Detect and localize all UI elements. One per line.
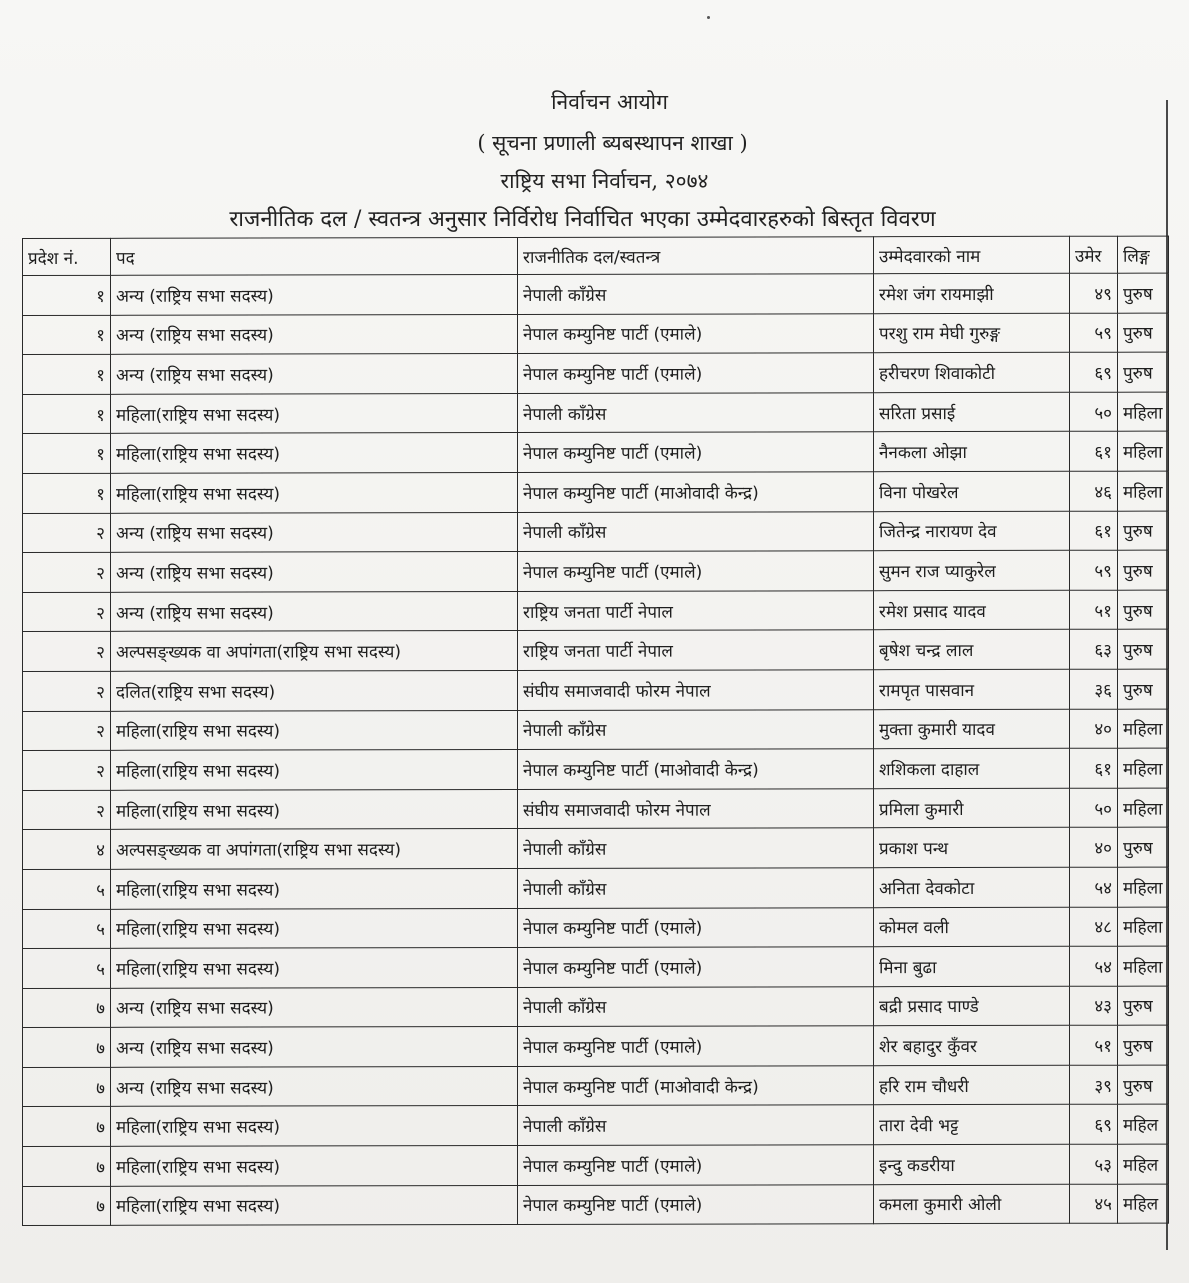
candidate-name-cell: शेर बहादुर कुँवर bbox=[874, 1026, 1070, 1066]
party-cell: नेपाली काँग्रेस bbox=[518, 1105, 874, 1145]
column-header-province: प्रदेश नं. bbox=[23, 238, 111, 275]
age-cell: ३६ bbox=[1070, 669, 1118, 709]
party-cell: नेपाल कम्युनिष्ट पार्टी (एमाले) bbox=[518, 907, 874, 947]
gender-cell: पुरुष bbox=[1118, 827, 1169, 867]
province-cell: २ bbox=[23, 552, 111, 592]
party-cell: नेपाल कम्युनिष्ट पार्टी (एमाले) bbox=[518, 313, 874, 353]
age-cell: ५१ bbox=[1070, 1025, 1118, 1065]
table-row bbox=[23, 352, 1169, 394]
post-cell: महिला(राष्ट्रिय सभा सदस्य) bbox=[111, 868, 518, 908]
province-cell: १ bbox=[23, 473, 111, 513]
province-cell: २ bbox=[23, 711, 111, 751]
party-cell: नेपाली काँग्रेस bbox=[518, 392, 874, 432]
post-cell: अन्य (राष्ट्रिय सभा सदस्य) bbox=[111, 987, 518, 1027]
post-cell: अन्य (राष्ट्रिय सभा सदस्य) bbox=[111, 512, 518, 552]
party-cell: नेपाली काँग्रेस bbox=[518, 868, 874, 908]
age-cell: ५४ bbox=[1070, 946, 1118, 986]
column-header-gender: लिङ्ग bbox=[1118, 236, 1169, 273]
post-cell: महिला(राष्ट्रिय सभा सदस्य) bbox=[111, 393, 518, 433]
province-cell: ७ bbox=[23, 1067, 111, 1107]
post-cell: महिला(राष्ट्रिय सभा सदस्य) bbox=[111, 472, 518, 512]
candidate-name-cell: प्रमिला कुमारी bbox=[874, 788, 1070, 828]
table-row bbox=[23, 590, 1169, 632]
table-row bbox=[23, 946, 1169, 988]
table-row bbox=[23, 709, 1169, 751]
post-cell: महिला(राष्ट्रिय सभा सदस्य) bbox=[111, 789, 518, 829]
post-cell: अन्य (राष्ट्रिय सभा सदस्य) bbox=[111, 1027, 518, 1067]
table-row bbox=[23, 1065, 1169, 1107]
age-cell: ५० bbox=[1070, 392, 1118, 432]
age-cell: ५१ bbox=[1070, 590, 1118, 630]
age-cell: ६३ bbox=[1070, 630, 1118, 670]
gender-cell: महिला bbox=[1118, 788, 1169, 828]
age-cell: ४८ bbox=[1070, 907, 1118, 947]
gender-cell: पुरुष bbox=[1118, 352, 1169, 392]
gender-cell: महिल bbox=[1118, 1105, 1169, 1145]
province-cell: ५ bbox=[23, 869, 111, 909]
table-row bbox=[23, 788, 1169, 830]
party-cell: संघीय समाजवादी फोरम नेपाल bbox=[518, 788, 874, 828]
gender-cell: महिला bbox=[1118, 392, 1169, 432]
gender-cell: महिला bbox=[1118, 946, 1169, 986]
post-cell: दलित(राष्ट्रिय सभा सदस्य) bbox=[111, 670, 518, 710]
party-cell: नेपाल कम्युनिष्ट पार्टी (एमाले) bbox=[518, 1145, 874, 1185]
post-cell: अन्य (राष्ट्रिय सभा सदस्य) bbox=[111, 314, 518, 354]
table-row bbox=[23, 273, 1169, 315]
gender-cell: पुरुष bbox=[1118, 590, 1169, 630]
age-cell: ६१ bbox=[1070, 511, 1118, 551]
post-cell: महिला(राष्ट्रिय सभा सदस्य) bbox=[111, 1185, 518, 1225]
gender-cell: महिल bbox=[1118, 1184, 1169, 1224]
post-cell: अन्य (राष्ट्रिय सभा सदस्य) bbox=[111, 274, 518, 314]
age-cell: ४० bbox=[1070, 828, 1118, 868]
gender-cell: महिला bbox=[1118, 471, 1169, 511]
province-cell: २ bbox=[23, 513, 111, 553]
post-cell: अन्य (राष्ट्रिय सभा सदस्य) bbox=[111, 1066, 518, 1106]
candidate-name-cell: कमला कुमारी ओली bbox=[874, 1184, 1070, 1224]
gender-cell: पुरुष bbox=[1118, 511, 1169, 551]
column-header-party: राजनीतिक दल/स्वतन्त्र bbox=[518, 237, 874, 275]
post-cell: महिला(राष्ट्रिय सभा सदस्य) bbox=[111, 710, 518, 750]
organization-title: निर्वाचन आयोग bbox=[551, 90, 668, 114]
age-cell: ५९ bbox=[1070, 313, 1118, 353]
candidate-name-cell: रमेश जंग रायमाझी bbox=[874, 273, 1070, 313]
election-title: राष्ट्रिय सभा निर्वाचन, २०७४ bbox=[500, 169, 709, 193]
gender-cell: महिला bbox=[1118, 907, 1169, 947]
table-row bbox=[23, 511, 1169, 553]
table-row bbox=[23, 1105, 1169, 1147]
table-caption: राजनीतिक दल / स्वतन्त्र अनुसार निर्विरोध निर्वाचित भएका उम्मेदवारहरुको बिस्तृत विवरण bbox=[229, 207, 936, 232]
department-subtitle: ( सूचना प्रणाली ब्यबस्थापन शाखा ) bbox=[477, 131, 748, 155]
party-cell: नेपाल कम्युनिष्ट पार्टी (एमाले) bbox=[518, 1026, 874, 1066]
party-cell: नेपाली काँग्रेस bbox=[518, 828, 874, 868]
table-row bbox=[23, 907, 1169, 949]
age-cell: ६९ bbox=[1070, 1105, 1118, 1145]
gender-cell: महिल bbox=[1118, 1144, 1169, 1184]
table-row bbox=[23, 986, 1169, 1028]
party-cell: राष्ट्रिय जनता पार्टी नेपाल bbox=[518, 630, 874, 670]
party-cell: राष्ट्रिय जनता पार्टी नेपाल bbox=[518, 590, 874, 630]
table-row bbox=[23, 669, 1169, 711]
candidate-name-cell: परशु राम मेघी गुरुङ्ग bbox=[874, 313, 1070, 353]
age-cell: ४३ bbox=[1070, 986, 1118, 1026]
province-cell: ७ bbox=[23, 1028, 111, 1068]
candidate-name-cell: रमेश प्रसाद यादव bbox=[874, 590, 1070, 630]
candidate-name-cell: हरि राम चौधरी bbox=[874, 1065, 1070, 1105]
age-cell: ६१ bbox=[1070, 432, 1118, 472]
gender-cell: पुरुष bbox=[1118, 669, 1169, 709]
party-cell: संघीय समाजवादी फोरम नेपाल bbox=[518, 670, 874, 710]
gender-cell: महिला bbox=[1118, 431, 1169, 471]
candidate-name-cell: रामपृत पासवान bbox=[874, 669, 1070, 709]
age-cell: ५३ bbox=[1070, 1144, 1118, 1184]
age-cell: ३९ bbox=[1070, 1065, 1118, 1105]
party-cell: नेपाली काँग्रेस bbox=[518, 274, 874, 314]
province-cell: ५ bbox=[23, 948, 111, 988]
post-cell: महिला(राष्ट्रिय सभा सदस्य) bbox=[111, 908, 518, 948]
table-row bbox=[23, 748, 1169, 790]
table-row bbox=[23, 392, 1169, 434]
gender-cell: पुरुष bbox=[1118, 986, 1169, 1026]
table-row bbox=[23, 867, 1169, 909]
candidate-name-cell: इन्दु कडरीया bbox=[874, 1144, 1070, 1184]
candidate-name-cell: हरीचरण शिवाकोटी bbox=[874, 352, 1070, 392]
post-cell: महिला(राष्ट्रिय सभा सदस्य) bbox=[111, 1146, 518, 1186]
province-cell: २ bbox=[23, 790, 111, 830]
post-cell: महिला(राष्ट्रिय सभा सदस्य) bbox=[111, 1106, 518, 1146]
gender-cell: पुरुष bbox=[1118, 1025, 1169, 1065]
post-cell: महिला(राष्ट्रिय सभा सदस्य) bbox=[111, 433, 518, 473]
candidate-name-cell: अनिता देवकोटा bbox=[874, 867, 1070, 907]
speck-mark bbox=[707, 16, 710, 19]
party-cell: नेपाली काँग्रेस bbox=[518, 511, 874, 551]
table-row bbox=[23, 313, 1169, 355]
gender-cell: महिला bbox=[1118, 867, 1169, 907]
table-header-row bbox=[23, 236, 1169, 275]
table-row bbox=[23, 1144, 1169, 1186]
post-cell: अन्य (राष्ट्रिय सभा सदस्य) bbox=[111, 354, 518, 394]
post-cell: महिला(राष्ट्रिय सभा सदस्य) bbox=[111, 948, 518, 988]
age-cell: ४० bbox=[1070, 709, 1118, 749]
age-cell: ५४ bbox=[1070, 867, 1118, 907]
province-cell: ७ bbox=[23, 1186, 111, 1226]
candidate-name-cell: मिना बुढा bbox=[874, 946, 1070, 986]
party-cell: नेपाल कम्युनिष्ट पार्टी (एमाले) bbox=[518, 353, 874, 393]
age-cell: ५९ bbox=[1070, 550, 1118, 590]
party-cell: नेपाली काँग्रेस bbox=[518, 709, 874, 749]
gender-cell: पुरुष bbox=[1118, 313, 1169, 353]
province-cell: १ bbox=[23, 355, 111, 395]
candidate-name-cell: सुमन राज प्याकुरेल bbox=[874, 550, 1070, 590]
party-cell: नेपाल कम्युनिष्ट पार्टी (एमाले) bbox=[518, 947, 874, 987]
table-row bbox=[23, 827, 1169, 869]
post-cell: अन्य (राष्ट्रिय सभा सदस्य) bbox=[111, 552, 518, 592]
age-cell: ४९ bbox=[1070, 273, 1118, 313]
province-cell: १ bbox=[23, 275, 111, 315]
table-row bbox=[23, 550, 1169, 592]
age-cell: ४५ bbox=[1070, 1184, 1118, 1224]
candidate-name-cell: सरिता प्रसाई bbox=[874, 392, 1070, 432]
post-cell: अन्य (राष्ट्रिय सभा सदस्य) bbox=[111, 591, 518, 631]
party-cell: नेपाल कम्युनिष्ट पार्टी (माओवादी केन्द्र) bbox=[518, 1066, 874, 1106]
column-header-post: पद bbox=[111, 237, 518, 275]
age-cell: ५० bbox=[1070, 788, 1118, 828]
age-cell: ४६ bbox=[1070, 471, 1118, 511]
gender-cell: पुरुष bbox=[1118, 273, 1169, 313]
province-cell: ५ bbox=[23, 909, 111, 949]
province-cell: २ bbox=[23, 592, 111, 632]
party-cell: नेपाल कम्युनिष्ट पार्टी (एमाले) bbox=[518, 432, 874, 472]
province-cell: ७ bbox=[23, 1107, 111, 1147]
province-cell: २ bbox=[23, 750, 111, 790]
candidate-name-cell: कोमल वली bbox=[874, 907, 1070, 947]
candidates-table bbox=[22, 236, 1169, 1227]
table-row bbox=[23, 1184, 1169, 1226]
province-cell: २ bbox=[23, 671, 111, 711]
age-cell: ६९ bbox=[1070, 352, 1118, 392]
party-cell: नेपाल कम्युनिष्ट पार्टी (माओवादी केन्द्र) bbox=[518, 472, 874, 512]
post-cell: महिला(राष्ट्रिय सभा सदस्य) bbox=[111, 750, 518, 790]
candidate-name-cell: शशिकला दाहाल bbox=[874, 748, 1070, 788]
table-row bbox=[23, 1025, 1169, 1067]
candidate-name-cell: तारा देवी भट्ट bbox=[874, 1105, 1070, 1145]
province-cell: ७ bbox=[23, 988, 111, 1028]
province-cell: १ bbox=[23, 394, 111, 434]
table-row bbox=[23, 471, 1169, 513]
party-cell: नेपाल कम्युनिष्ट पार्टी (एमाले) bbox=[518, 1184, 874, 1224]
table-row bbox=[23, 629, 1169, 671]
gender-cell: महिला bbox=[1118, 748, 1169, 788]
province-cell: ७ bbox=[23, 1146, 111, 1186]
post-cell: अल्पसङ्ख्यक वा अपांगता(राष्ट्रिय सभा सदस्य) bbox=[111, 631, 518, 671]
table-row bbox=[23, 431, 1169, 473]
candidate-name-cell: जितेन्द्र नारायण देव bbox=[874, 511, 1070, 551]
candidate-name-cell: बद्री प्रसाद पाण्डे bbox=[874, 986, 1070, 1026]
gender-cell: पुरुष bbox=[1118, 629, 1169, 669]
column-header-age: उमेर bbox=[1070, 236, 1118, 273]
age-cell: ६१ bbox=[1070, 748, 1118, 788]
gender-cell: पुरुष bbox=[1118, 550, 1169, 590]
province-cell: १ bbox=[23, 434, 111, 474]
gender-cell: पुरुष bbox=[1118, 1065, 1169, 1105]
province-cell: १ bbox=[23, 315, 111, 355]
party-cell: नेपाली काँग्रेस bbox=[518, 986, 874, 1026]
candidate-name-cell: बृषेश चन्द्र लाल bbox=[874, 630, 1070, 670]
province-cell: २ bbox=[23, 632, 111, 672]
candidate-name-cell: प्रकाश पन्थ bbox=[874, 828, 1070, 868]
post-cell: अल्पसङ्ख्यक वा अपांगता(राष्ट्रिय सभा सदस्य) bbox=[111, 829, 518, 869]
candidate-name-cell: मुक्ता कुमारी यादव bbox=[874, 709, 1070, 749]
candidate-name-cell: विना पोखरेल bbox=[874, 471, 1070, 511]
gender-cell: महिला bbox=[1118, 709, 1169, 749]
party-cell: नेपाल कम्युनिष्ट पार्टी (माओवादी केन्द्र) bbox=[518, 749, 874, 789]
province-cell: ४ bbox=[23, 830, 111, 870]
candidate-name-cell: नैनकला ओझा bbox=[874, 432, 1070, 472]
table-body bbox=[23, 273, 1169, 1226]
column-header-candidate-name: उम्मेदवारको नाम bbox=[874, 236, 1070, 273]
party-cell: नेपाल कम्युनिष्ट पार्टी (एमाले) bbox=[518, 551, 874, 591]
